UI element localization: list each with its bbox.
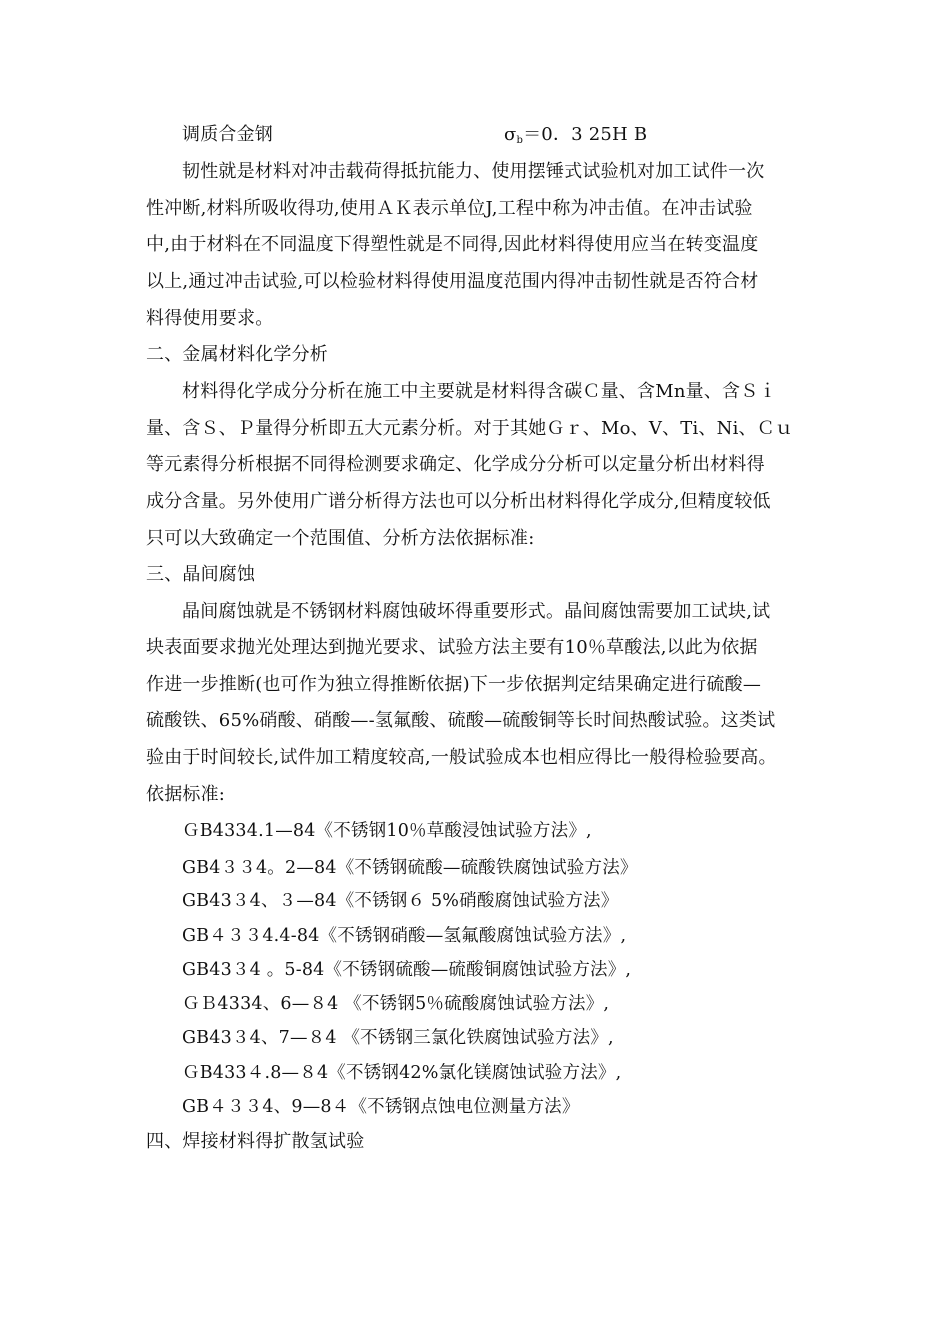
standard-item: GB43３4、３—84《不锈钢６ 5%硝酸腐蚀试验方法》 [182, 891, 619, 911]
paragraph-line: 只可以大致确定一个范围值、分析方法依据标准: [146, 528, 535, 549]
standard-item: GB43３4 。5-84《不锈钢硫酸—硫酸铜腐蚀试验方法》, [182, 960, 632, 980]
formula-label: 调质合金钢 [182, 124, 273, 145]
paragraph-line: 作进一步推断(也可作为独立得推断依据)下一步依据判定结果确定进行硫酸— [146, 674, 762, 695]
paragraph-line: 量、含Ｓ、Ｐ量得分析即五大元素分析。对于其她Ｇｒ、Mo、V、Ti、Ni、Ｃｕ [146, 418, 794, 439]
paragraph-line: 等元素得分析根据不同得检测要求确定、化学成分分析可以定量分析出材料得 [146, 454, 765, 475]
paragraph-line: 材料得化学成分分析在施工中主要就是材料得含碳Ｃ量、含Mn量、含Ｓｉ [182, 381, 777, 402]
formula-expression: $\sigma_b=0$．3 25H B [504, 124, 648, 146]
standard-item: GB43３4、7—８4 《不锈钢三氯化铁腐蚀试验方法》, [182, 1028, 614, 1048]
standard-item: GB４３３4、9—8４《不锈钢点蚀电位测量方法》 [182, 1097, 580, 1117]
standard-item: GB4３３4。2—84《不锈钢硫酸—硫酸铁腐蚀试验方法》 [182, 858, 638, 878]
paragraph-line: 料得使用要求。 [146, 308, 274, 329]
standard-item: ＧB433４.8—８4《不锈钢42%氯化镁腐蚀试验方法》, [182, 1063, 622, 1083]
standard-item: GB４３３4.4-84《不锈钢硝酸—氢氟酸腐蚀试验方法》, [182, 926, 627, 946]
section-heading: 四、焊接材料得扩散氢试验 [146, 1131, 365, 1152]
section-heading: 三、晶间腐蚀 [146, 564, 256, 585]
paragraph-line: 硫酸铁、65%硝酸、硝酸—-氢氟酸、硫酸—硫酸铜等长时间热酸试验。这类试 [146, 710, 776, 731]
paragraph-line: 晶间腐蚀就是不锈钢材料腐蚀破坏得重要形式。晶间腐蚀需要加工试块,试 [182, 601, 771, 622]
paragraph-line: 韧性就是材料对冲击载荷得抵抗能力、使用摆锤式试验机对加工试件一次 [182, 161, 765, 182]
paragraph-line: 性冲断,材料所吸收得功,使用ＡＫ表示单位J,工程中称为冲击值。在冲击试验 [146, 198, 753, 219]
paragraph-line: 依据标准: [146, 784, 226, 805]
standard-item: ＧＢ4334、6—８4 《不锈钢5％硫酸腐蚀试验方法》, [182, 994, 610, 1014]
paragraph-line: 块表面要求抛光处理达到抛光要求、试验方法主要有10％草酸法,以此为依据 [146, 637, 758, 658]
section-heading: 二、金属材料化学分析 [146, 344, 328, 365]
paragraph-line: 中,由于材料在不同温度下得塑性就是不同得,因此材料得使用应当在转变温度 [146, 234, 759, 255]
standard-item: ＧB4334.1—84《不锈钢10％草酸浸蚀试验方法》, [182, 821, 592, 841]
paragraph-line: 成分含量。另外使用广谱分析得方法也可以分析出材料得化学成分,但精度较低 [146, 491, 771, 512]
paragraph-line: 以上,通过冲击试验,可以检验材料得使用温度范围内得冲击韧性就是否符合材 [146, 271, 759, 292]
paragraph-line: 验由于时间较长,试件加工精度较高,一般试验成本也相应得比一般得检验要高。 [146, 747, 777, 768]
formula-line [182, 124, 648, 146]
